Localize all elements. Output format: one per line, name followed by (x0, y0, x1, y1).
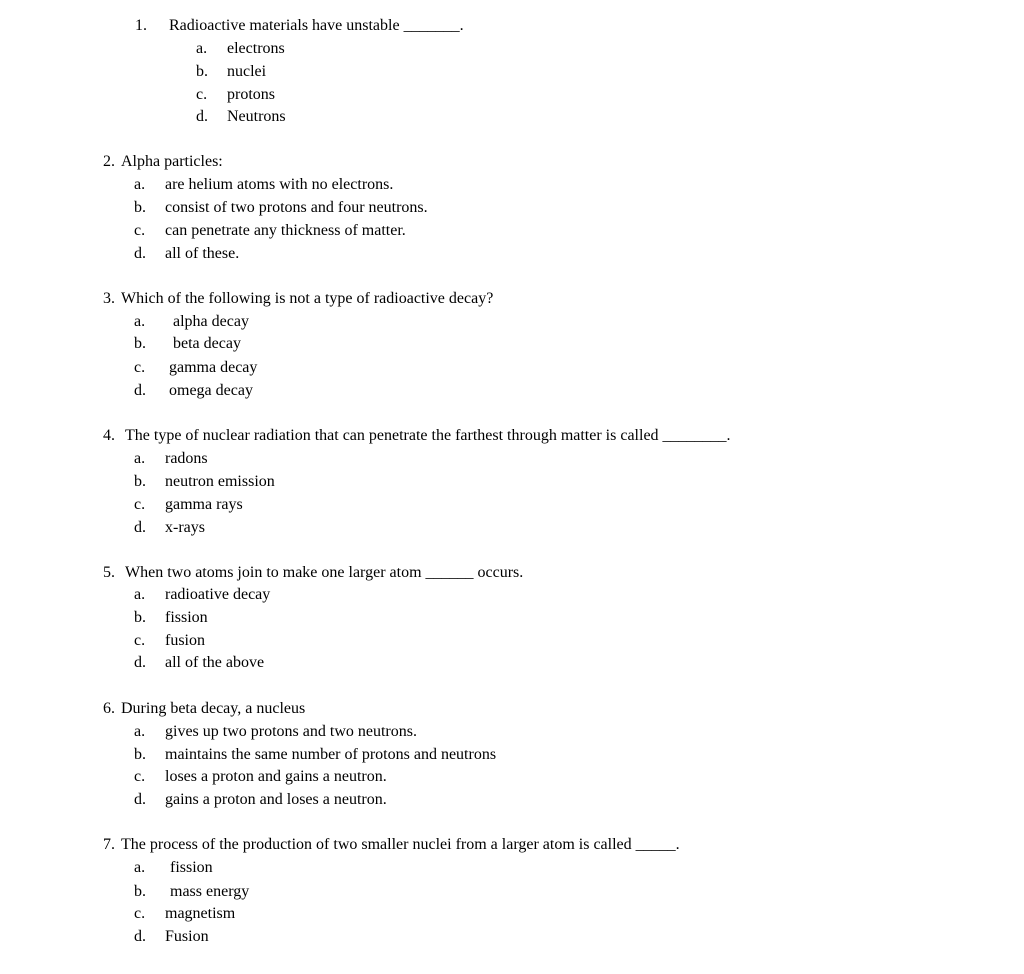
question-text: When two atoms join to make one larger atom ______ occurs. (125, 564, 524, 581)
option-text: loses a proton and gains a neutron. (165, 768, 387, 785)
option-text: magnetism (165, 905, 236, 922)
option-letter: b. (134, 473, 146, 490)
question-number: 4. (103, 427, 115, 444)
question-4-stem (103, 426, 731, 446)
option-text: gamma decay (169, 359, 258, 376)
option-letter: c. (134, 768, 146, 785)
question-7-stem (103, 835, 680, 855)
option-text: x-rays (165, 519, 205, 536)
question-6-stem (103, 699, 305, 719)
option-text: consist of two protons and four neutrons. (165, 199, 428, 216)
option-text: are helium atoms with no electrons. (165, 176, 394, 193)
option-text: protons (227, 86, 275, 103)
option-letter: c. (134, 359, 146, 376)
option-letter: a. (196, 40, 208, 57)
question-number: 5. (103, 564, 115, 581)
option-letter: a. (134, 450, 146, 467)
question-text: During beta decay, a nucleus (121, 700, 306, 717)
option-text: radioative decay (165, 586, 271, 603)
option-text: alpha decay (173, 313, 249, 330)
option-letter: d. (134, 928, 146, 945)
question-text: Which of the following is not a type of radioactive decay? (121, 290, 494, 307)
option-text: all of the above (165, 654, 265, 671)
question-number: 6. (103, 700, 115, 717)
option-text: omega decay (169, 382, 253, 399)
option-letter: a. (134, 586, 146, 603)
question-2-stem (103, 152, 223, 172)
option-letter: d. (134, 654, 146, 671)
option-letter: b. (134, 883, 146, 900)
question-number: 7. (103, 836, 115, 853)
option-letter: b. (134, 609, 146, 626)
option-letter: d. (134, 382, 146, 399)
option-text: gains a proton and loses a neutron. (165, 791, 387, 808)
question-number: 2. (103, 153, 115, 170)
question-3-stem (103, 289, 493, 309)
option-text: mass energy (170, 883, 250, 900)
option-text: nuclei (227, 63, 267, 80)
option-text: fission (170, 859, 213, 876)
question-1-stem (135, 16, 464, 36)
option-letter: d. (134, 245, 146, 262)
option-text: radons (165, 450, 208, 467)
option-letter: d. (196, 108, 208, 125)
question-text: The process of the production of two smaller nuclei from a larger atom is called _____. (121, 836, 680, 853)
question-number: 3. (103, 290, 115, 307)
question-text: Radioactive materials have unstable _______. (169, 17, 464, 34)
option-letter: c. (134, 496, 146, 513)
option-letter: a. (134, 859, 146, 876)
option-text: fission (165, 609, 208, 626)
option-text: gamma rays (165, 496, 243, 513)
option-letter: c. (134, 222, 146, 239)
option-letter: b. (134, 746, 146, 763)
option-text: can penetrate any thickness of matter. (165, 222, 406, 239)
option-text: all of these. (165, 245, 240, 262)
question-text: Alpha particles: (121, 153, 223, 170)
option-letter: b. (134, 335, 146, 352)
option-letter: b. (196, 63, 208, 80)
option-text: maintains the same number of protons and neutrons (165, 746, 497, 763)
option-letter: d. (134, 791, 146, 808)
question-number: 1. (135, 17, 147, 34)
option-letter: c. (196, 86, 208, 103)
option-text: fusion (165, 632, 205, 649)
option-text: neutron emission (165, 473, 275, 490)
option-letter: b. (134, 199, 146, 216)
option-letter: d. (134, 519, 146, 536)
option-letter: a. (134, 176, 146, 193)
option-letter: c. (134, 632, 146, 649)
option-text: Fusion (165, 928, 209, 945)
option-text: Neutrons (227, 108, 286, 125)
question-5-stem (103, 563, 523, 583)
option-letter: a. (134, 313, 146, 330)
option-text: gives up two protons and two neutrons. (165, 723, 417, 740)
option-text: electrons (227, 40, 285, 57)
option-letter: c. (134, 905, 146, 922)
option-text: beta decay (173, 335, 241, 352)
option-letter: a. (134, 723, 146, 740)
question-text: The type of nuclear radiation that can penetrate the farthest through matter is called ________. (125, 427, 731, 444)
